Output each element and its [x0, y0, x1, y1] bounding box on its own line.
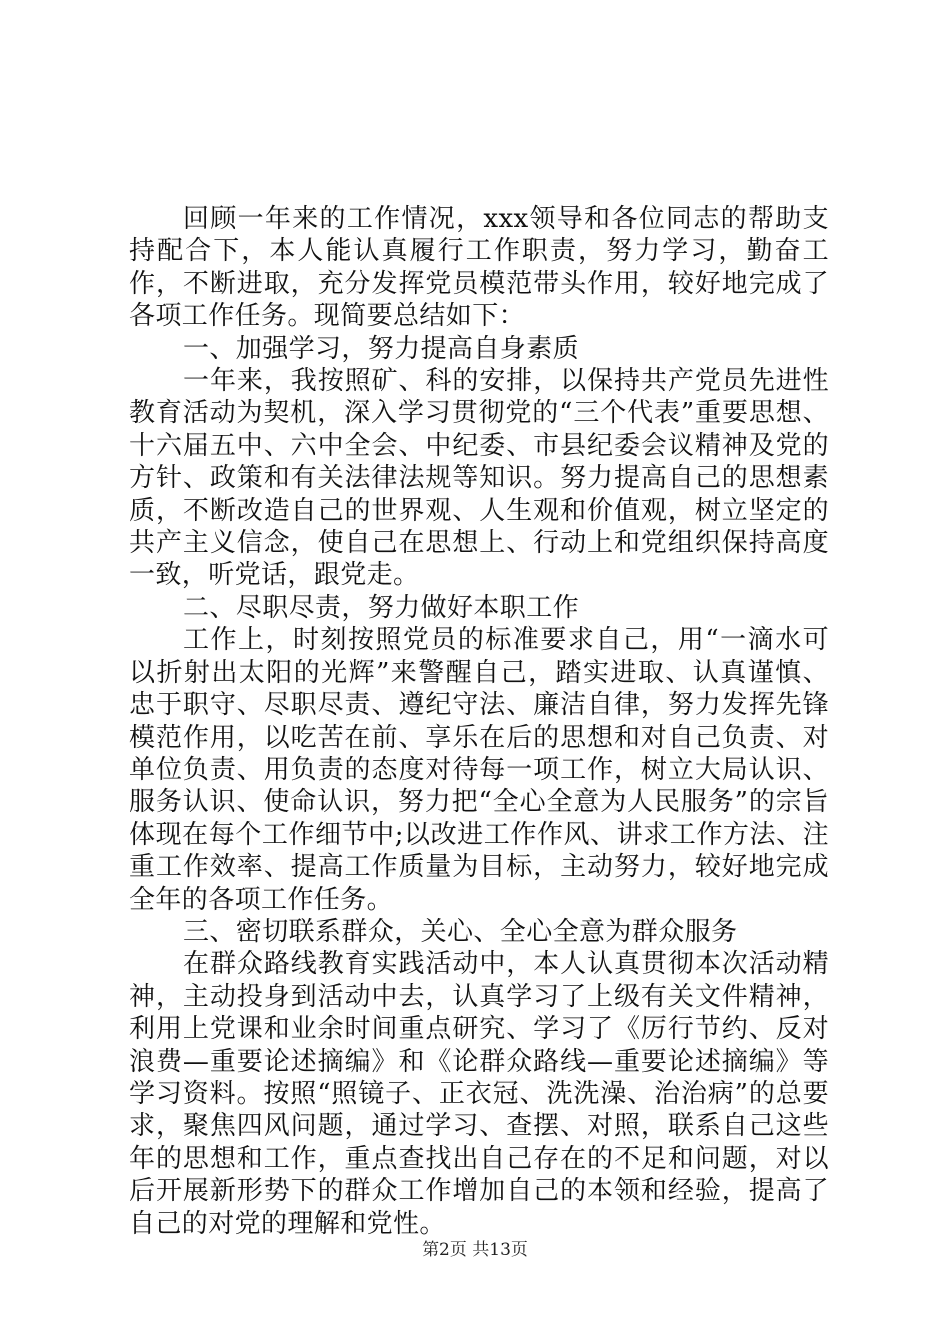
document-body [129, 203, 829, 1240]
section-heading-3: 三、密切联系群众，关心、全心全意为群众服务 [183, 916, 738, 947]
section-heading-1: 一、加强学习，努力提高自身素质 [183, 333, 580, 364]
section-1-paragraph: 一年来，我按照矿、科的安排，以保持共产党员先进性教育活动为契机，深入学习贯彻党的“三个代表”重要思想、十六届五中、六中全会、中纪委、市县纪委会议精神及党的方针、政策和有关法律法规等知识。努力提高自己的思想素质，不断改造自己的世界观、人生观和价值观，树立坚定的共产主义信念，使自己在思想上、行动上和党组织保持高度一致，听党话，跟党走。 [129, 366, 829, 591]
section-2-paragraph: 工作上，时刻按照党员的标准要求自己，用“一滴水可以折射出太阳的光辉”来警醒自己，踏实进取、认真谨慎、忠于职守、尽职尽责、遵纪守法、廉洁自律，努力发挥先锋模范作用，以吃苦在前、享乐在后的思想和对自己负责、对单位负责、用负责的态度对待每一项工作，树立大局认识、服务认识、使命认识，努力把“全心全意为人民服务”的宗旨体现在每个工作细节中;以改进工作作风、讲求工作方法、注重工作效率、提高工作质量为目标，主动努力，较好地完成全年的各项工作任务。 [129, 625, 829, 915]
intro-paragraph: 回顾一年来的工作情况，xxx领导和各位同志的帮助支持配合下，本人能认真履行工作职责，努力学习，勤奋工作，不断进取，充分发挥党员模范带头作用，较好地完成了各项工作任务。现简要总结如下： [129, 204, 829, 332]
section-heading-2: 二、尽职尽责，努力做好本职工作 [183, 592, 580, 623]
section-3-paragraph: 在群众路线教育实践活动中，本人认真贯彻本次活动精神，主动投身到活动中去，认真学习了上级有关文件精神，利用上党课和业余时间重点研究、学习了《厉行节约、反对浪费—重要论述摘编》和《论群众路线—重要论述摘编》等学习资料。按照“照镜子、正衣冠、洗洗澡、治治病”的总要求，聚焦四风问题，通过学习、查摆、对照，联系自己这些年的思想和工作，重点查找出自己存在的不足和问题，对以后开展新形势下的群众工作增加自己的本领和经验，提高了自己的对党的理解和党性。 [129, 949, 829, 1239]
page-number-footer: 第2页 共13页 [422, 1240, 528, 1260]
